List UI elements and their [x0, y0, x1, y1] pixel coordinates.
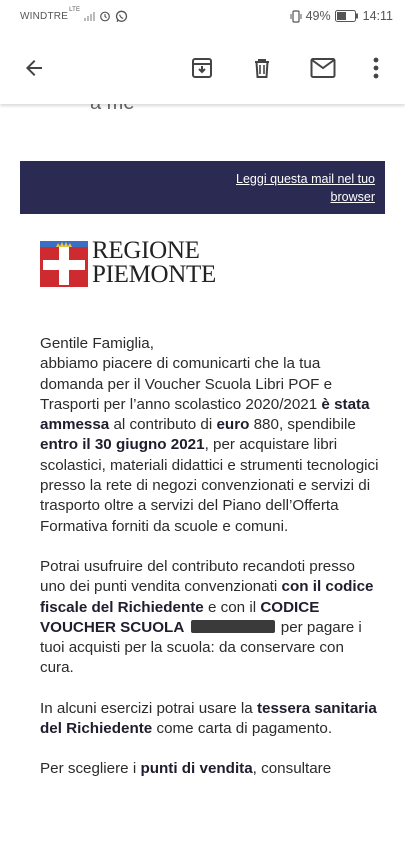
- p3-text-2: come carta di pagamento.: [152, 720, 333, 738]
- back-button[interactable]: [20, 54, 48, 82]
- redacted-code: [191, 620, 275, 633]
- p1-text-1: abbiamo piacere di comunicarti che la tua domanda per il Voucher Scuola Libri POF e Trasporti per l’anno scolastico 2020/2021: [40, 355, 333, 413]
- p1-text-2: al contributo di: [109, 416, 217, 434]
- regione-piemonte-logo: [40, 237, 216, 288]
- toolbar: [0, 32, 405, 104]
- logo-line-2: PIEMONTE: [92, 261, 216, 288]
- battery-icon: [335, 10, 359, 22]
- paragraph-3: [40, 699, 380, 740]
- delete-icon: [250, 56, 274, 80]
- arrow-back-icon: [22, 56, 46, 80]
- p1-text-4: , per acquistare libri scolastici, materiali didattici e strumenti tecnologici presso la rete di negozi convenzionati e servizi di trasporto oltre a servizi del Piano dell’Offerta Formativa forniti da scuole e comuni.: [40, 436, 379, 535]
- more-options-button[interactable]: [362, 54, 390, 82]
- carrier-label: $WINDTRE^{LTE}$: [20, 6, 81, 22]
- paragraph-2: [40, 557, 380, 679]
- health-card-label: tessera sanitaria del Richiedente: [40, 699, 377, 738]
- alarm-icon: [99, 10, 111, 22]
- deadline-label: entro il 30 giugno 2021: [40, 436, 205, 454]
- greeting: Gentile Famiglia,: [40, 335, 154, 352]
- signal-icon: [84, 11, 95, 21]
- p4-text-1: Per scegliere i: [40, 760, 141, 778]
- status-bar: [0, 0, 405, 32]
- archive-icon: [190, 56, 214, 80]
- paragraph-4: [40, 759, 380, 779]
- admitted-status: è stata ammessa: [40, 395, 370, 434]
- p2-text-3: per pagare i tuoi acquisti per la scuola: da conservare con cura.: [40, 618, 362, 677]
- email-content: [0, 104, 405, 855]
- archive-button[interactable]: [188, 54, 216, 82]
- voucher-code-label: CODICE VOUCHER SCUOLA: [40, 598, 320, 636]
- clock: 14:11: [362, 9, 393, 23]
- p1-text-3: 880, spendibile: [249, 416, 356, 434]
- more-vert-icon: [373, 57, 379, 79]
- email-banner: [20, 161, 385, 214]
- paragraph-1: [40, 334, 380, 537]
- fiscal-code-label: con il codice fiscale del Richiedente: [40, 578, 374, 616]
- points-of-sale-label: punti di vendita: [140, 760, 253, 778]
- vibrate-icon: [290, 10, 302, 23]
- mail-icon: [310, 57, 336, 79]
- p4-text-2: , consultare: [252, 760, 332, 778]
- logo-line-1: REGIONE: [92, 237, 200, 264]
- p2-text-2: e con il: [203, 598, 261, 616]
- delete-button[interactable]: [248, 54, 276, 82]
- mark-unread-button[interactable]: [309, 54, 337, 82]
- status-left: [20, 6, 290, 23]
- logo-text: [92, 239, 216, 287]
- status-right: [290, 9, 393, 23]
- currency-label: euro: [216, 416, 250, 434]
- p2-text-1: Potrai usufruire del contributo recandoti presso uno dei punti vendita convenzionati: [40, 557, 355, 596]
- whatsapp-icon: [115, 10, 128, 23]
- battery-percent: 49%: [305, 9, 331, 23]
- p3-text-1: In alcuni esercizi potrai usare la: [40, 699, 257, 717]
- email-body: [40, 334, 380, 800]
- view-in-browser-link[interactable]: Leggi questa mail nel tuo browser: [236, 172, 375, 204]
- regione-piemonte-emblem: [40, 241, 88, 287]
